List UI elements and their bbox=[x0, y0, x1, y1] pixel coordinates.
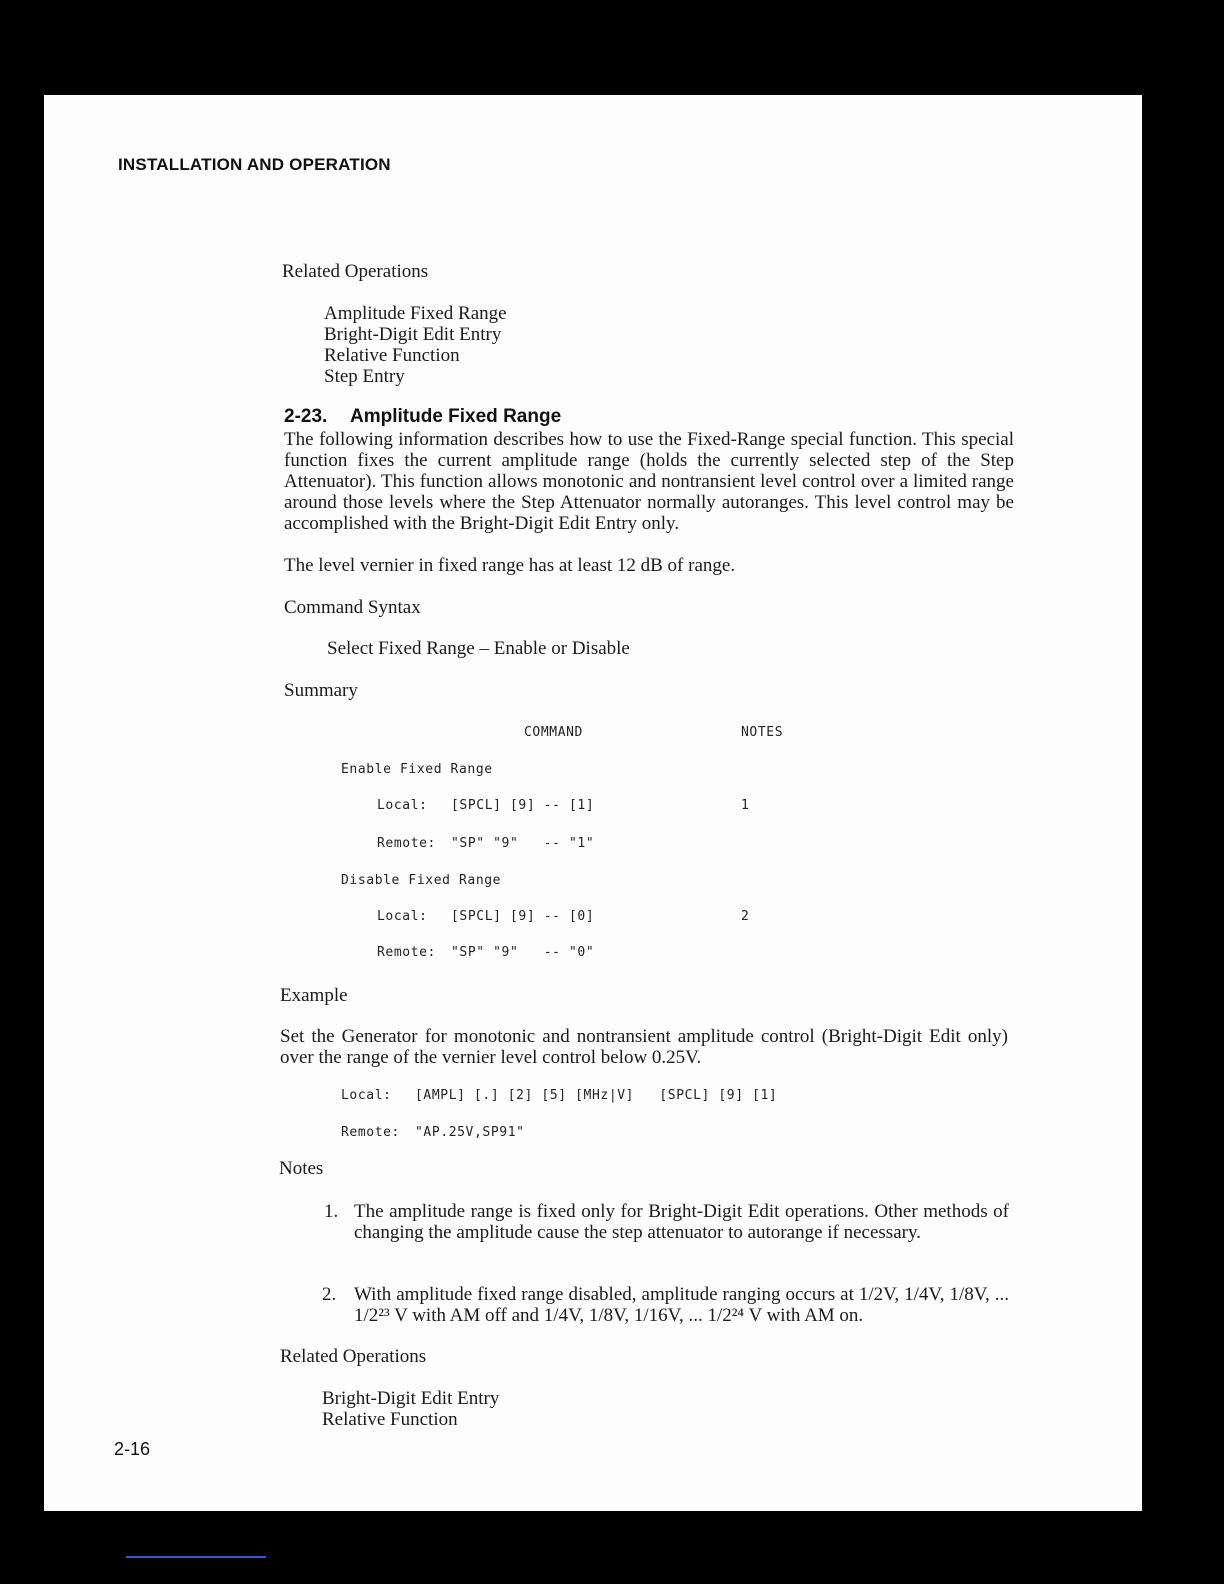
note-number: 1. bbox=[324, 1201, 339, 1222]
disable-fixed-range-label: Disable Fixed Range bbox=[341, 873, 502, 888]
enable-local-command: [SPCL] [9] -- [1] bbox=[451, 798, 595, 813]
scan-edge-line bbox=[126, 1556, 266, 1558]
command-syntax-line: Select Fixed Range – Enable or Disable bbox=[327, 638, 630, 659]
disable-local-label: Local: bbox=[377, 909, 428, 924]
enable-remote-label: Remote: bbox=[377, 836, 436, 851]
command-syntax-heading: Command Syntax bbox=[284, 597, 421, 618]
disable-remote-command: "SP" "9" -- "0" bbox=[451, 945, 595, 960]
related-op-item: Relative Function bbox=[322, 1409, 458, 1430]
related-operations-list bbox=[324, 303, 507, 387]
section-intro-paragraph: The following information describes how to use the Fixed-Range special function. This special function fixes the current amplitude range (holds the currently selected step of the Step Attenuator). This function allows monotonic and nontransient level control over a limited range around those levels where the Step Attenuator normally autoranges. This level control may be accomplished with the Bright-Digit Edit Entry only. bbox=[284, 429, 1014, 534]
related-operations-heading: Related Operations bbox=[280, 1346, 427, 1367]
note-text: With amplitude fixed range disabled, amplitude ranging occurs at 1/2V, 1/4V, 1/8V, ... 1/2²³ V with AM off and 1/4V, 1/8V, 1/16V, ... 1/2²⁴ V with AM on. bbox=[354, 1284, 1009, 1326]
related-op-item: Step Entry bbox=[324, 366, 405, 387]
manual-page bbox=[44, 95, 1142, 1511]
note-number: 2. bbox=[322, 1284, 337, 1305]
enable-remote-command: "SP" "9" -- "1" bbox=[451, 836, 595, 851]
command-column-header: COMMAND bbox=[524, 725, 583, 740]
section-title: Amplitude Fixed Range bbox=[350, 406, 562, 427]
vernier-paragraph: The level vernier in fixed range has at least 12 dB of range. bbox=[284, 555, 736, 576]
notes-heading: Notes bbox=[279, 1158, 324, 1179]
note-text: The amplitude range is fixed only for Bright-Digit Edit operations. Other methods of changing the amplitude cause the step attenuator to autorange if necessary. bbox=[354, 1201, 1009, 1243]
notes-column-header: NOTES bbox=[741, 725, 784, 740]
related-op-item: Relative Function bbox=[324, 345, 460, 366]
summary-heading: Summary bbox=[284, 680, 358, 701]
enable-local-label: Local: bbox=[377, 798, 428, 813]
related-op-item: Bright-Digit Edit Entry bbox=[324, 324, 502, 345]
example-local-label: Local: bbox=[341, 1088, 392, 1103]
example-remote-command: "AP.25V,SP91" bbox=[415, 1125, 525, 1140]
example-paragraph: Set the Generator for monotonic and nontransient amplitude control (Bright-Digit Edit only) over the range of the vernier level control below 0.25V. bbox=[280, 1026, 1008, 1068]
page-number: 2-16 bbox=[114, 1439, 151, 1459]
enable-local-note: 1 bbox=[741, 798, 750, 813]
enable-fixed-range-label: Enable Fixed Range bbox=[341, 762, 493, 777]
example-local-command: [AMPL] [.] [2] [5] [MHz|V] [SPCL] [9] [1] bbox=[415, 1088, 778, 1103]
section-number: 2-23. bbox=[284, 406, 328, 427]
related-operations-list bbox=[322, 1388, 499, 1430]
section-heading bbox=[284, 406, 561, 428]
example-heading: Example bbox=[280, 985, 348, 1006]
example-remote-label: Remote: bbox=[341, 1125, 400, 1140]
running-header: INSTALLATION AND OPERATION bbox=[118, 155, 391, 174]
related-op-item: Bright-Digit Edit Entry bbox=[322, 1388, 500, 1409]
related-operations-heading: Related Operations bbox=[282, 261, 429, 282]
disable-remote-label: Remote: bbox=[377, 945, 436, 960]
disable-local-command: [SPCL] [9] -- [0] bbox=[451, 909, 595, 924]
disable-local-note: 2 bbox=[741, 909, 750, 924]
related-op-item: Amplitude Fixed Range bbox=[324, 303, 507, 324]
